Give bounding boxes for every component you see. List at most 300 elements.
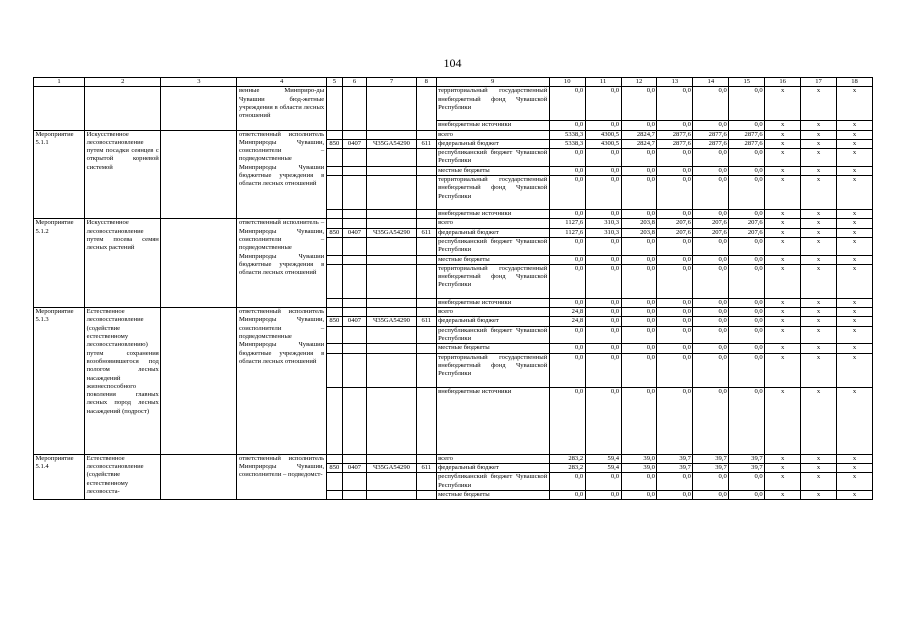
code-section-cell: 0407 (343, 317, 367, 326)
funding-source-cell: территориальный государственный внебюджетный фонд Чувашской Республики (436, 176, 549, 210)
code-cell (366, 87, 416, 130)
x-cell: x (837, 139, 873, 148)
x-cell: x (765, 255, 801, 264)
blank-cell (161, 308, 237, 454)
value-cell: 0,0 (585, 298, 621, 307)
code-cell (366, 219, 416, 228)
x-cell: x (801, 308, 837, 317)
value-cell: 0,0 (621, 308, 657, 317)
value-cell: 0,0 (621, 237, 657, 255)
value-cell: 0,0 (621, 344, 657, 353)
value-cell: 0,0 (693, 353, 729, 387)
value-cell: 39,0 (621, 463, 657, 472)
value-cell: 2877,6 (729, 130, 765, 139)
blank-cell (161, 130, 237, 219)
x-cell: x (837, 130, 873, 139)
x-cell: x (801, 87, 837, 121)
value-cell: 0,0 (621, 121, 657, 130)
x-cell: x (837, 264, 873, 298)
x-cell: x (801, 139, 837, 148)
value-cell: 207,6 (729, 228, 765, 237)
value-cell: 2877,6 (729, 139, 765, 148)
value-cell: 0,0 (729, 87, 765, 121)
x-cell: x (801, 149, 837, 167)
x-cell: x (837, 326, 873, 344)
code-cell (417, 353, 437, 387)
value-cell: 283,2 (549, 454, 585, 463)
measure-name-cell: Мероприятие 5.1.1 (34, 130, 85, 219)
value-cell: 59,4 (585, 454, 621, 463)
value-cell: 0,0 (621, 326, 657, 344)
measure-name-cell: Мероприятие 5.1.3 (34, 308, 85, 454)
value-cell: 0,0 (549, 344, 585, 353)
code-cell (343, 353, 367, 387)
x-cell: x (765, 219, 801, 228)
value-cell: 39,7 (693, 454, 729, 463)
value-cell: 0,0 (585, 353, 621, 387)
x-cell: x (801, 298, 837, 307)
code-cell (343, 298, 367, 307)
code-type-cell: 611 (417, 228, 437, 237)
value-cell: 0,0 (549, 87, 585, 121)
value-cell: 39,7 (657, 463, 693, 472)
value-cell: 4300,5 (585, 130, 621, 139)
value-cell: 0,0 (693, 149, 729, 167)
executor-cell: венные Минприро-ды Чувашии бюд-жетные учреждения в области лесных отношений (237, 87, 326, 130)
table-row (34, 87, 873, 121)
code-cell (343, 387, 367, 454)
code-cell (417, 210, 437, 219)
value-cell: 0,0 (729, 298, 765, 307)
value-cell: 0,0 (729, 176, 765, 210)
value-cell: 39,7 (693, 463, 729, 472)
funding-source-cell: внебюджетные источники (436, 387, 549, 454)
value-cell: 0,0 (657, 308, 693, 317)
value-cell: 39,0 (621, 454, 657, 463)
table-row (34, 219, 873, 228)
value-cell: 0,0 (729, 326, 765, 344)
x-cell: x (801, 219, 837, 228)
value-cell: 0,0 (657, 166, 693, 175)
x-cell: x (837, 317, 873, 326)
table-row (34, 454, 873, 463)
value-cell: 0,0 (657, 176, 693, 210)
code-cell (366, 344, 416, 353)
code-cell (343, 166, 367, 175)
table-row (34, 130, 873, 139)
code-cell (326, 237, 342, 255)
x-cell: x (801, 317, 837, 326)
funding-source-cell: местные бюджеты (436, 490, 549, 499)
value-cell: 0,0 (621, 149, 657, 167)
x-cell: x (765, 387, 801, 454)
value-cell: 0,0 (729, 344, 765, 353)
x-cell: x (765, 473, 801, 491)
funding-source-cell: федеральный бюджет (436, 139, 549, 148)
x-cell: x (765, 228, 801, 237)
code-cell (326, 87, 342, 130)
value-cell: 0,0 (549, 166, 585, 175)
value-cell: 0,0 (585, 166, 621, 175)
code-cell (366, 298, 416, 307)
code-cell (366, 149, 416, 167)
x-cell: x (801, 264, 837, 298)
value-cell: 0,0 (621, 387, 657, 454)
code-cell (366, 387, 416, 454)
value-cell: 0,0 (693, 326, 729, 344)
blank-cell (161, 454, 237, 499)
value-cell: 0,0 (729, 210, 765, 219)
x-cell: x (801, 121, 837, 130)
code-cell (343, 149, 367, 167)
value-cell: 0,0 (585, 149, 621, 167)
value-cell: 207,6 (657, 228, 693, 237)
x-cell: x (837, 237, 873, 255)
code-cell (343, 344, 367, 353)
code-cell (366, 326, 416, 344)
value-cell: 0,0 (729, 317, 765, 326)
x-cell: x (837, 121, 873, 130)
value-cell: 5338,3 (549, 139, 585, 148)
code-cell (343, 326, 367, 344)
table-row (34, 308, 873, 317)
value-cell: 0,0 (693, 473, 729, 491)
x-cell: x (837, 473, 873, 491)
value-cell: 0,0 (657, 490, 693, 499)
value-cell: 0,0 (585, 264, 621, 298)
column-number: 8 (417, 78, 437, 87)
value-cell: 2877,6 (693, 130, 729, 139)
value-cell: 310,3 (585, 219, 621, 228)
value-cell: 2824,7 (621, 139, 657, 148)
column-number: 13 (657, 78, 693, 87)
x-cell: x (765, 353, 801, 387)
code-cell (343, 130, 367, 139)
executor-cell: ответственный исполнитель Минприроды Чувашии, соисполнители – подведомст- (237, 454, 326, 499)
code-cell (343, 473, 367, 491)
code-cell (417, 490, 437, 499)
value-cell: 0,0 (693, 387, 729, 454)
x-cell: x (801, 344, 837, 353)
value-cell: 2877,6 (657, 130, 693, 139)
funding-source-cell: федеральный бюджет (436, 463, 549, 472)
funding-source-cell: федеральный бюджет (436, 317, 549, 326)
value-cell: 0,0 (621, 473, 657, 491)
x-cell: x (837, 490, 873, 499)
value-cell: 0,0 (657, 255, 693, 264)
value-cell: 0,0 (549, 353, 585, 387)
code-cell (417, 308, 437, 317)
measure-name-cell: Мероприятие 5.1.2 (34, 219, 85, 308)
header-row (34, 78, 873, 87)
x-cell: x (765, 237, 801, 255)
page-number: 104 (443, 56, 462, 70)
funding-source-cell: республиканский бюджет Чувашской Республики (438, 237, 548, 254)
value-cell: 0,0 (657, 473, 693, 491)
x-cell: x (837, 463, 873, 472)
value-cell: 0,0 (621, 255, 657, 264)
x-cell: x (801, 454, 837, 463)
value-cell: 0,0 (549, 176, 585, 210)
value-cell: 0,0 (549, 149, 585, 167)
value-cell: 0,0 (657, 298, 693, 307)
x-cell: x (765, 87, 801, 121)
x-cell: x (801, 228, 837, 237)
value-cell: 207,6 (657, 219, 693, 228)
column-number: 10 (549, 78, 585, 87)
x-cell: x (765, 463, 801, 472)
value-cell: 39,7 (729, 454, 765, 463)
value-cell: 0,0 (657, 149, 693, 167)
code-cell (326, 473, 342, 491)
code-cell (326, 298, 342, 307)
x-cell: x (801, 353, 837, 387)
funding-source-cell: республиканский бюджет Чувашской Республики (438, 326, 548, 343)
value-cell: 0,0 (621, 87, 657, 121)
x-cell: x (765, 130, 801, 139)
code-cell (326, 264, 342, 298)
value-cell: 0,0 (729, 308, 765, 317)
x-cell: x (765, 176, 801, 210)
funding-source-cell: территориальный государственный внебюджетный фонд Чувашской Республики (436, 353, 549, 387)
value-cell: 0,0 (621, 298, 657, 307)
column-number: 7 (366, 78, 416, 87)
code-cell (417, 149, 437, 167)
code-ministry-cell: 850 (326, 317, 342, 326)
code-cell (417, 326, 437, 344)
x-cell: x (837, 87, 873, 121)
code-ministry-cell: 850 (326, 463, 342, 472)
value-cell: 203,8 (621, 219, 657, 228)
funding-source-cell: всего (436, 130, 549, 139)
value-cell: 0,0 (549, 264, 585, 298)
value-cell: 2877,6 (657, 139, 693, 148)
x-cell: x (837, 308, 873, 317)
value-cell: 0,0 (657, 121, 693, 130)
code-cell (326, 308, 342, 317)
column-number: 9 (436, 78, 549, 87)
value-cell: 0,0 (729, 387, 765, 454)
code-cell (326, 176, 342, 210)
value-cell: 0,0 (585, 237, 621, 255)
value-cell: 0,0 (693, 264, 729, 298)
code-ministry-cell: 850 (326, 228, 342, 237)
code-type-cell: 611 (417, 139, 437, 148)
value-cell: 0,0 (693, 87, 729, 121)
value-cell: 5338,3 (549, 130, 585, 139)
value-cell: 0,0 (693, 308, 729, 317)
code-cell (366, 473, 416, 491)
code-cell (366, 130, 416, 139)
code-cell (343, 219, 367, 228)
value-cell: 0,0 (585, 176, 621, 210)
x-cell: x (837, 219, 873, 228)
x-cell: x (801, 130, 837, 139)
code-cell (326, 326, 342, 344)
x-cell: x (837, 454, 873, 463)
code-cell (366, 166, 416, 175)
code-section-cell: 0407 (343, 463, 367, 472)
code-cell (343, 237, 367, 255)
x-cell: x (837, 255, 873, 264)
value-cell: 0,0 (657, 387, 693, 454)
column-number: 17 (801, 78, 837, 87)
measure-desc-cell: Искусственное лесовосстановление путем посева семян лесных растений (85, 219, 161, 308)
x-cell: x (801, 473, 837, 491)
value-cell: 0,0 (585, 87, 621, 121)
x-cell: x (837, 176, 873, 210)
code-cell (326, 219, 342, 228)
x-cell: x (837, 353, 873, 387)
code-section-cell: 0407 (343, 139, 367, 148)
value-cell: 0,0 (549, 387, 585, 454)
value-cell: 283,2 (549, 463, 585, 472)
value-cell: 0,0 (585, 490, 621, 499)
value-cell: 0,0 (549, 210, 585, 219)
measure-desc-cell: Естественное лесовосстановление (содействие естественному лесовосста- (85, 454, 161, 499)
code-cell (366, 255, 416, 264)
value-cell: 203,8 (621, 228, 657, 237)
value-cell: 0,0 (693, 490, 729, 499)
code-cell (417, 298, 437, 307)
code-cell (326, 210, 342, 219)
value-cell: 39,7 (729, 463, 765, 472)
x-cell: x (837, 166, 873, 175)
executor-cell: ответственный исполнитель Минприроды Чувашии, соисполнители – подведомственные Минприроды Чувашии бюджетные учреждения в области лесных отношений (237, 130, 326, 219)
code-cell (417, 255, 437, 264)
code-cell (417, 176, 437, 210)
value-cell: 0,0 (549, 490, 585, 499)
x-cell: x (837, 210, 873, 219)
column-number: 5 (326, 78, 342, 87)
x-cell: x (801, 387, 837, 454)
value-cell: 0,0 (585, 387, 621, 454)
value-cell: 0,0 (693, 298, 729, 307)
code-ministry-cell: 850 (326, 139, 342, 148)
value-cell: 0,0 (729, 353, 765, 387)
value-cell: 0,0 (585, 473, 621, 491)
value-cell: 4300,5 (585, 139, 621, 148)
funding-source-cell: местные бюджеты (436, 344, 549, 353)
code-target-cell: Ч35GA54290 (366, 139, 416, 148)
x-cell: x (765, 317, 801, 326)
measure-desc-cell: Искусственное лесовосстановление путем посадки сеянцев с открытой корневой системой (85, 130, 161, 219)
code-cell (326, 454, 342, 463)
value-cell: 1127,6 (549, 228, 585, 237)
value-cell: 0,0 (693, 166, 729, 175)
value-cell: 0,0 (729, 264, 765, 298)
x-cell: x (801, 490, 837, 499)
x-cell: x (765, 264, 801, 298)
column-number: 18 (837, 78, 873, 87)
value-cell: 0,0 (729, 490, 765, 499)
value-cell: 0,0 (585, 255, 621, 264)
funding-source-cell: местные бюджеты (436, 166, 549, 175)
value-cell: 207,6 (693, 219, 729, 228)
x-cell: x (837, 298, 873, 307)
value-cell: 1127,6 (549, 219, 585, 228)
continued-name-cell (34, 87, 85, 130)
code-cell (326, 255, 342, 264)
value-cell: 0,0 (657, 344, 693, 353)
value-cell: 0,0 (621, 490, 657, 499)
value-cell: 0,0 (621, 176, 657, 210)
code-cell (326, 130, 342, 139)
column-number: 15 (729, 78, 765, 87)
funding-source-cell: всего (436, 308, 549, 317)
code-cell (366, 264, 416, 298)
code-target-cell: Ч35GA54290 (366, 463, 416, 472)
value-cell: 0,0 (585, 326, 621, 344)
budget-table (33, 77, 873, 500)
column-number: 1 (34, 78, 85, 87)
code-cell (326, 387, 342, 454)
code-cell (417, 237, 437, 255)
value-cell: 59,4 (585, 463, 621, 472)
value-cell: 0,0 (657, 317, 693, 326)
value-cell: 0,0 (693, 344, 729, 353)
x-cell: x (801, 237, 837, 255)
funding-source-cell: территориальный государственный внебюджетный фонд Чувашской Республики (436, 87, 549, 121)
code-cell (417, 130, 437, 139)
code-cell (417, 264, 437, 298)
x-cell: x (837, 387, 873, 454)
value-cell: 0,0 (729, 237, 765, 255)
column-number: 2 (85, 78, 161, 87)
funding-source-cell: внебюджетные источники (436, 210, 549, 219)
code-target-cell: Ч35GA54290 (366, 228, 416, 237)
code-cell (366, 454, 416, 463)
column-number: 4 (237, 78, 326, 87)
value-cell: 0,0 (693, 121, 729, 130)
value-cell: 0,0 (657, 264, 693, 298)
value-cell: 0,0 (693, 317, 729, 326)
code-cell (417, 387, 437, 454)
value-cell: 24,8 (549, 317, 585, 326)
value-cell: 39,7 (657, 454, 693, 463)
value-cell: 0,0 (729, 149, 765, 167)
code-cell (343, 454, 367, 463)
value-cell: 0,0 (729, 166, 765, 175)
x-cell: x (765, 210, 801, 219)
column-number: 12 (621, 78, 657, 87)
funding-source-cell: республиканский бюджет Чувашской Республики (438, 149, 548, 165)
x-cell: x (837, 228, 873, 237)
code-cell (366, 353, 416, 387)
value-cell: 0,0 (549, 121, 585, 130)
funding-source-cell: республиканский бюджет Чувашской Республики (438, 473, 548, 489)
value-cell: 0,0 (585, 308, 621, 317)
x-cell: x (765, 344, 801, 353)
value-cell: 0,0 (693, 237, 729, 255)
x-cell: x (765, 149, 801, 167)
code-cell (417, 87, 437, 130)
code-cell (366, 308, 416, 317)
value-cell: 0,0 (621, 166, 657, 175)
value-cell: 0,0 (549, 298, 585, 307)
x-cell: x (837, 149, 873, 167)
value-cell: 0,0 (621, 317, 657, 326)
code-cell (326, 344, 342, 353)
column-number: 11 (585, 78, 621, 87)
code-cell (326, 166, 342, 175)
x-cell: x (801, 210, 837, 219)
value-cell: 2877,6 (693, 139, 729, 148)
code-cell (343, 176, 367, 210)
x-cell: x (801, 326, 837, 344)
value-cell: 310,3 (585, 228, 621, 237)
code-cell (417, 344, 437, 353)
